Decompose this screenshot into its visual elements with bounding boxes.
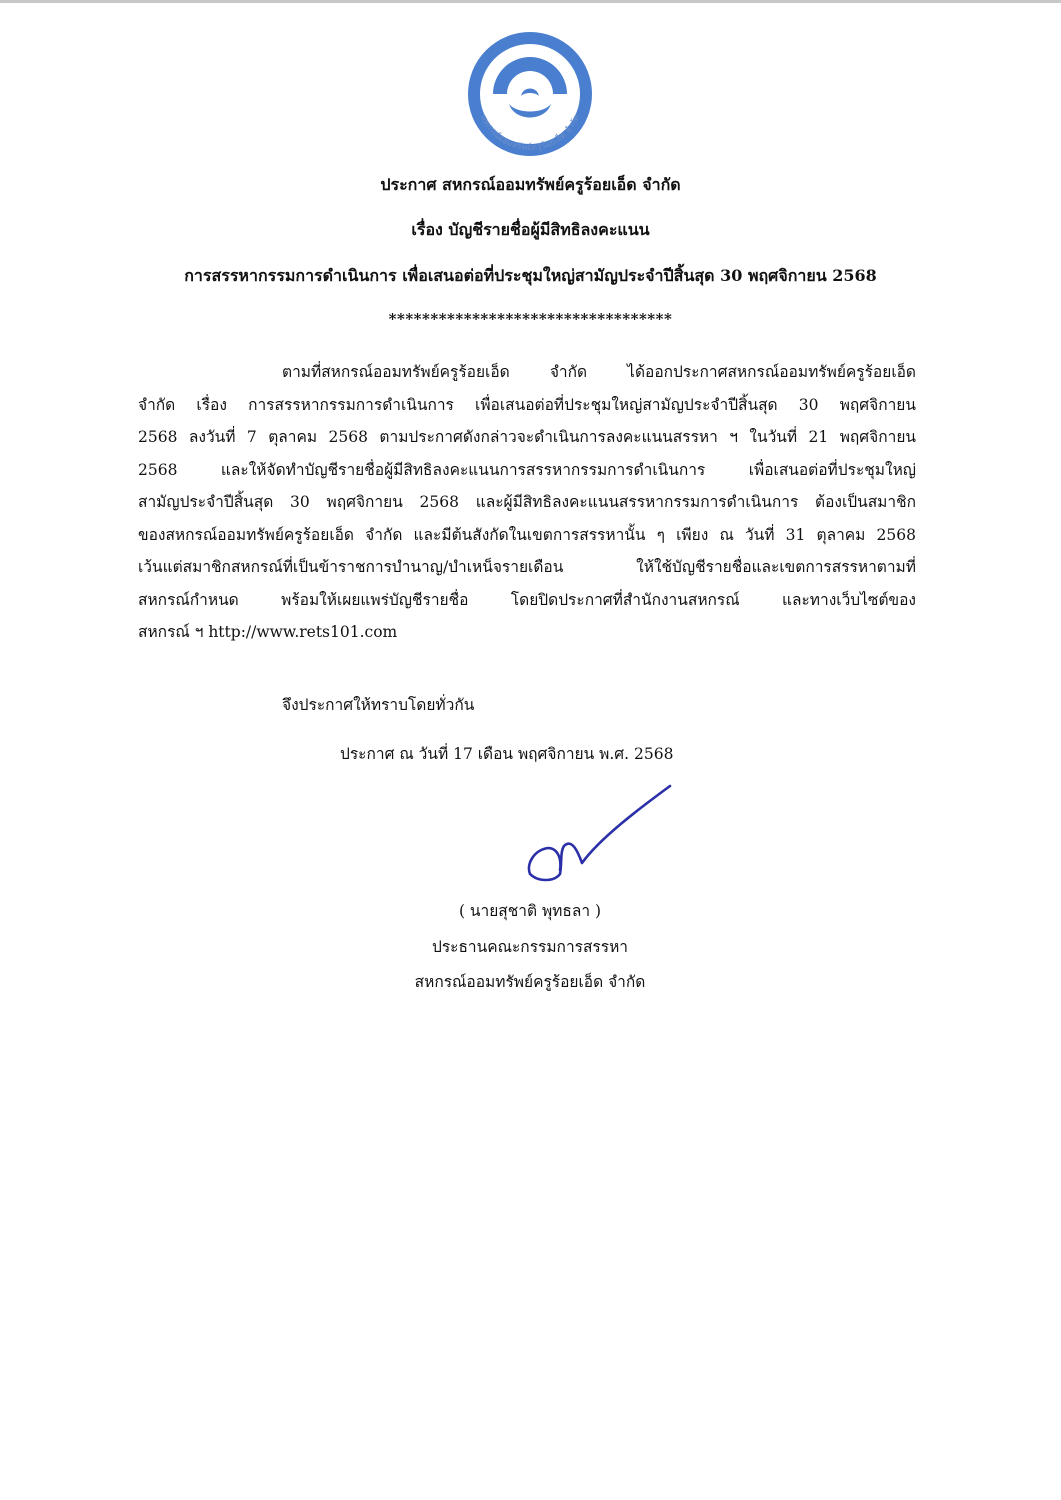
signatory-title: ประธานคณะกรรมการสรรหา (431, 938, 629, 956)
body-line: จำกัด เรื่อง การสรรหากรรมการดำเนินการ เพื่อเสนอต่อที่ประชุมใหญ่สามัญประจำปีสิ้นสุด 30 พฤศจิกายน (138, 395, 916, 414)
logo-ring-text: สหกรณ์ออมทรัพย์ครูร้อยเอ็ด จำกัด (477, 113, 583, 154)
page-top-border (0, 0, 1061, 3)
announcement-body (138, 356, 916, 649)
body-line: เว้นแต่สมาชิกสหกรณ์ที่เป็นข้าราชการบำนาญ/บำเหน็จรายเดือน ให้ใช้บัญชีรายชื่อและเขตการสรรหาตามที่ (138, 558, 916, 576)
cooperative-logo (455, 22, 605, 172)
announcement-title: ประกาศ สหกรณ์ออมทรัพย์ครูร้อยเอ็ด จำกัด (380, 175, 681, 194)
handwritten-signature (520, 778, 680, 888)
separator-stars: ********************************** (388, 310, 673, 328)
signatory-organization: สหกรณ์ออมทรัพย์ครูร้อยเอ็ด จำกัด (414, 973, 646, 991)
closing-statement: จึงประกาศให้ทราบโดยทั่วกัน (282, 696, 475, 714)
body-line: ตามที่สหกรณ์ออมทรัพย์ครูร้อยเอ็ด จำกัด ได้ออกประกาศสหกรณ์ออมทรัพย์ครูร้อยเอ็ด (282, 363, 916, 381)
announcement-subtitle: การสรรหากรรมการดำเนินการ เพื่อเสนอต่อที่ประชุมใหญ่สามัญประจำปีสิ้นสุด 30 พฤศจิกายน 2568 (184, 266, 877, 285)
body-line-website: สหกรณ์ ฯ http://www.rets101.com (138, 623, 398, 641)
body-line: สหกรณ์กำหนด พร้อมให้เผยแพร่บัญชีรายชื่อ โดยปิดประกาศที่สำนักงานสหกรณ์ และทางเว็บไซต์ของ (138, 590, 916, 609)
announcement-date: ประกาศ ณ วันที่ 17 เดือน พฤศจิกายน พ.ศ. 2568 (340, 745, 674, 763)
announcement-subject: เรื่อง บัญชีรายชื่อผู้มีสิทธิลงคะแนน (411, 220, 650, 239)
body-line: 2568 และให้จัดทำบัญชีรายชื่อผู้มีสิทธิลงคะแนนการสรรหากรรมการดำเนินการ เพื่อเสนอต่อที่ประชุมใหญ่ (138, 460, 916, 479)
body-line: ของสหกรณ์ออมทรัพย์ครูร้อยเอ็ด จำกัด และมีต้นสังกัดในเขตการสรรหานั้น ๆ เพียง ณ วันที่ 31 ตุลาคม 2568 (138, 525, 916, 544)
body-line: 2568 ลงวันที่ 7 ตุลาคม 2568 ตามประกาศดังกล่าวจะดำเนินการลงคะแนนสรรหา ฯ ในวันที่ 21 พฤศจิกายน (138, 428, 916, 446)
body-line: สามัญประจำปีสิ้นสุด 30 พฤศจิกายน 2568 และผู้มีสิทธิลงคะแนนสรรหากรรมการดำเนินการ ต้องเป็นสมาชิก (138, 493, 916, 511)
signatory-name: ( นายสุชาติ พุทธลา ) (458, 902, 602, 920)
